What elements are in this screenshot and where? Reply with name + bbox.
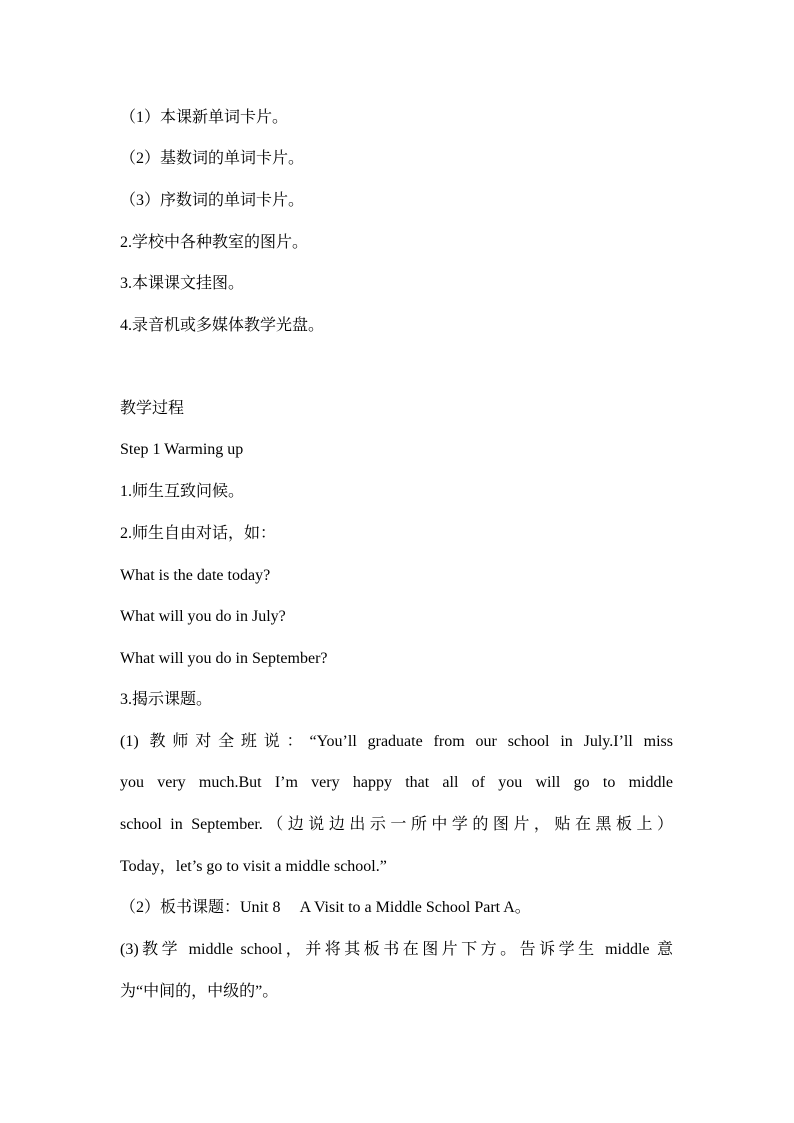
sub-item-3-line-2: 为“中间的，中级的”。 <box>120 983 279 1000</box>
sub-item-1-line-2: you very much.But I’m very happy that all of you will go to middle <box>120 774 673 791</box>
material-item-5: 3.本课课文挂图。 <box>120 275 245 292</box>
material-item-2: （2）基数词的单词卡片。 <box>120 150 305 167</box>
material-item-3: （3）序数词的单词卡片。 <box>120 192 305 209</box>
section-heading: 教学过程 <box>120 400 185 417</box>
sub-item-1-line-4: Today，let’s go to visit a middle school.” <box>120 858 387 875</box>
sub-item-2: （2）板书课题：Unit 8 A Visit to a Middle School Part A。 <box>120 899 531 916</box>
material-item-1: （1）本课新单词卡片。 <box>120 109 289 126</box>
step-item-1: 1.师生互致问候。 <box>120 483 245 500</box>
step-item-3: 3.揭示课题。 <box>120 691 213 708</box>
dialogue-line-1: What is the date today? <box>120 567 271 584</box>
dialogue-line-3: What will you do in September? <box>120 650 328 667</box>
sub-item-1-line-1: (1) 教师对全班说：“You’ll graduate from our school in July.I’ll miss <box>120 733 673 750</box>
sub-item-1-line-3: school in September.（边说边出示一所中学的图片，贴在黑板上） <box>120 816 673 833</box>
material-item-4: 2.学校中各种教室的图片。 <box>120 234 309 251</box>
step-item-2: 2.师生自由对话，如： <box>120 525 277 542</box>
dialogue-line-2: What will you do in July? <box>120 608 286 625</box>
sub-item-3-line-1: (3)教学 middle school，并将其板书在图片下方。告诉学生 middle 意 <box>120 941 673 958</box>
step-title: Step 1 Warming up <box>120 441 244 458</box>
material-item-6: 4.录音机或多媒体教学光盘。 <box>120 317 325 334</box>
